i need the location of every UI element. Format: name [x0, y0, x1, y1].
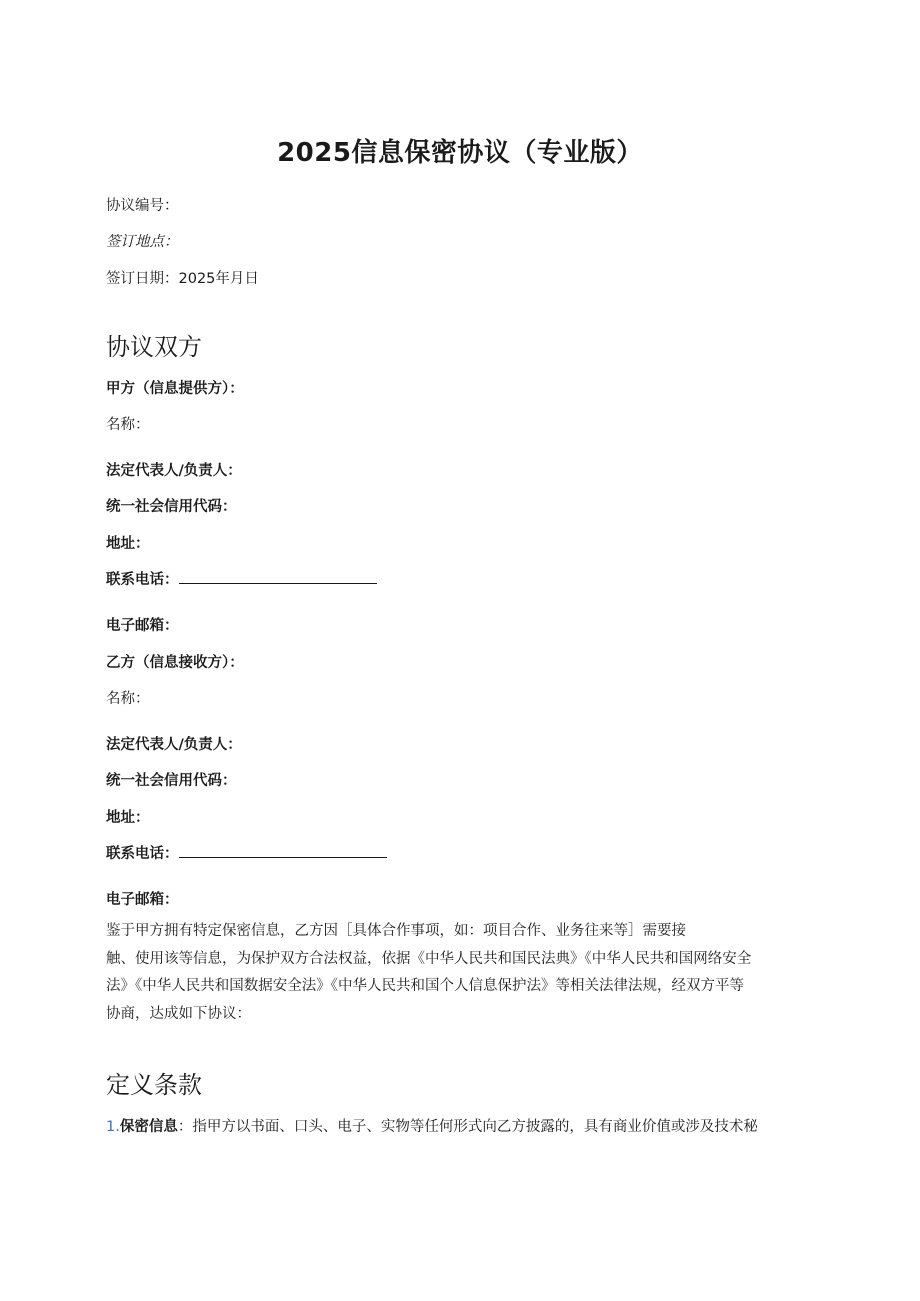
party-a-phone-blank [179, 569, 377, 584]
preamble-paragraph [106, 918, 806, 1028]
definition-item-1 [106, 1115, 758, 1136]
party-b-email: 电子邮箱： [106, 892, 179, 908]
party-b-credit-code: 统一社会信用代码： [106, 773, 237, 789]
party-b-phone-blank [179, 843, 387, 858]
definition-item-number: 1. [106, 1119, 120, 1135]
party-b-representative: 法定代表人/负责人： [106, 737, 242, 753]
party-b-address: 地址： [106, 810, 150, 826]
party-a-credit-code: 统一社会信用代码： [106, 499, 237, 515]
party-b-phone-label: 联系电话： [106, 846, 179, 862]
definition-text: ：指甲方以书面、口头、电子、实物等任何形式向乙方披露的，具有商业价值或涉及技术秘 [177, 1119, 758, 1135]
agreement-number-field: 协议编号： [106, 198, 179, 214]
preamble-line-1: 鉴于甲方拥有特定保密信息，乙方因［具体合作事项，如：项目合作、业务往来等］需要接 [106, 923, 686, 939]
preamble-line-4: 协商，达成如下协议： [106, 1005, 251, 1022]
sign-place-field: 签订地点： [106, 234, 179, 250]
preamble-line-2: 触、使用该等信息，为保护双方合法权益，依据《中华人民共和国民法典》《中华人民共和国网络安全 [106, 950, 752, 967]
section-heading-definitions: 定义条款 [106, 1071, 202, 1099]
definition-term: 保密信息 [119, 1119, 178, 1135]
party-a-name: 名称： [106, 417, 150, 433]
preamble-line-3: 法》《中华人民共和国数据安全法》《中华人民共和国个人信息保护法》等相关法律法规，经双方平等 [106, 978, 744, 994]
document-title: 2025信息保密协议（专业版） [277, 138, 643, 168]
party-a-email: 电子邮箱： [106, 618, 179, 634]
party-a-representative: 法定代表人/负责人： [106, 463, 242, 479]
party-a-label: 甲方（信息提供方）： [106, 381, 244, 397]
sign-date-field: 签订日期：2025年月日 [106, 271, 259, 287]
section-heading-parties: 协议双方 [106, 333, 202, 361]
party-b-label: 乙方（信息接收方）： [106, 655, 244, 671]
party-a-phone-row [106, 568, 377, 589]
party-b-name: 名称： [106, 691, 150, 707]
party-a-address: 地址： [106, 536, 150, 552]
party-b-phone-row [106, 842, 387, 863]
party-a-phone-label: 联系电话： [106, 572, 179, 588]
